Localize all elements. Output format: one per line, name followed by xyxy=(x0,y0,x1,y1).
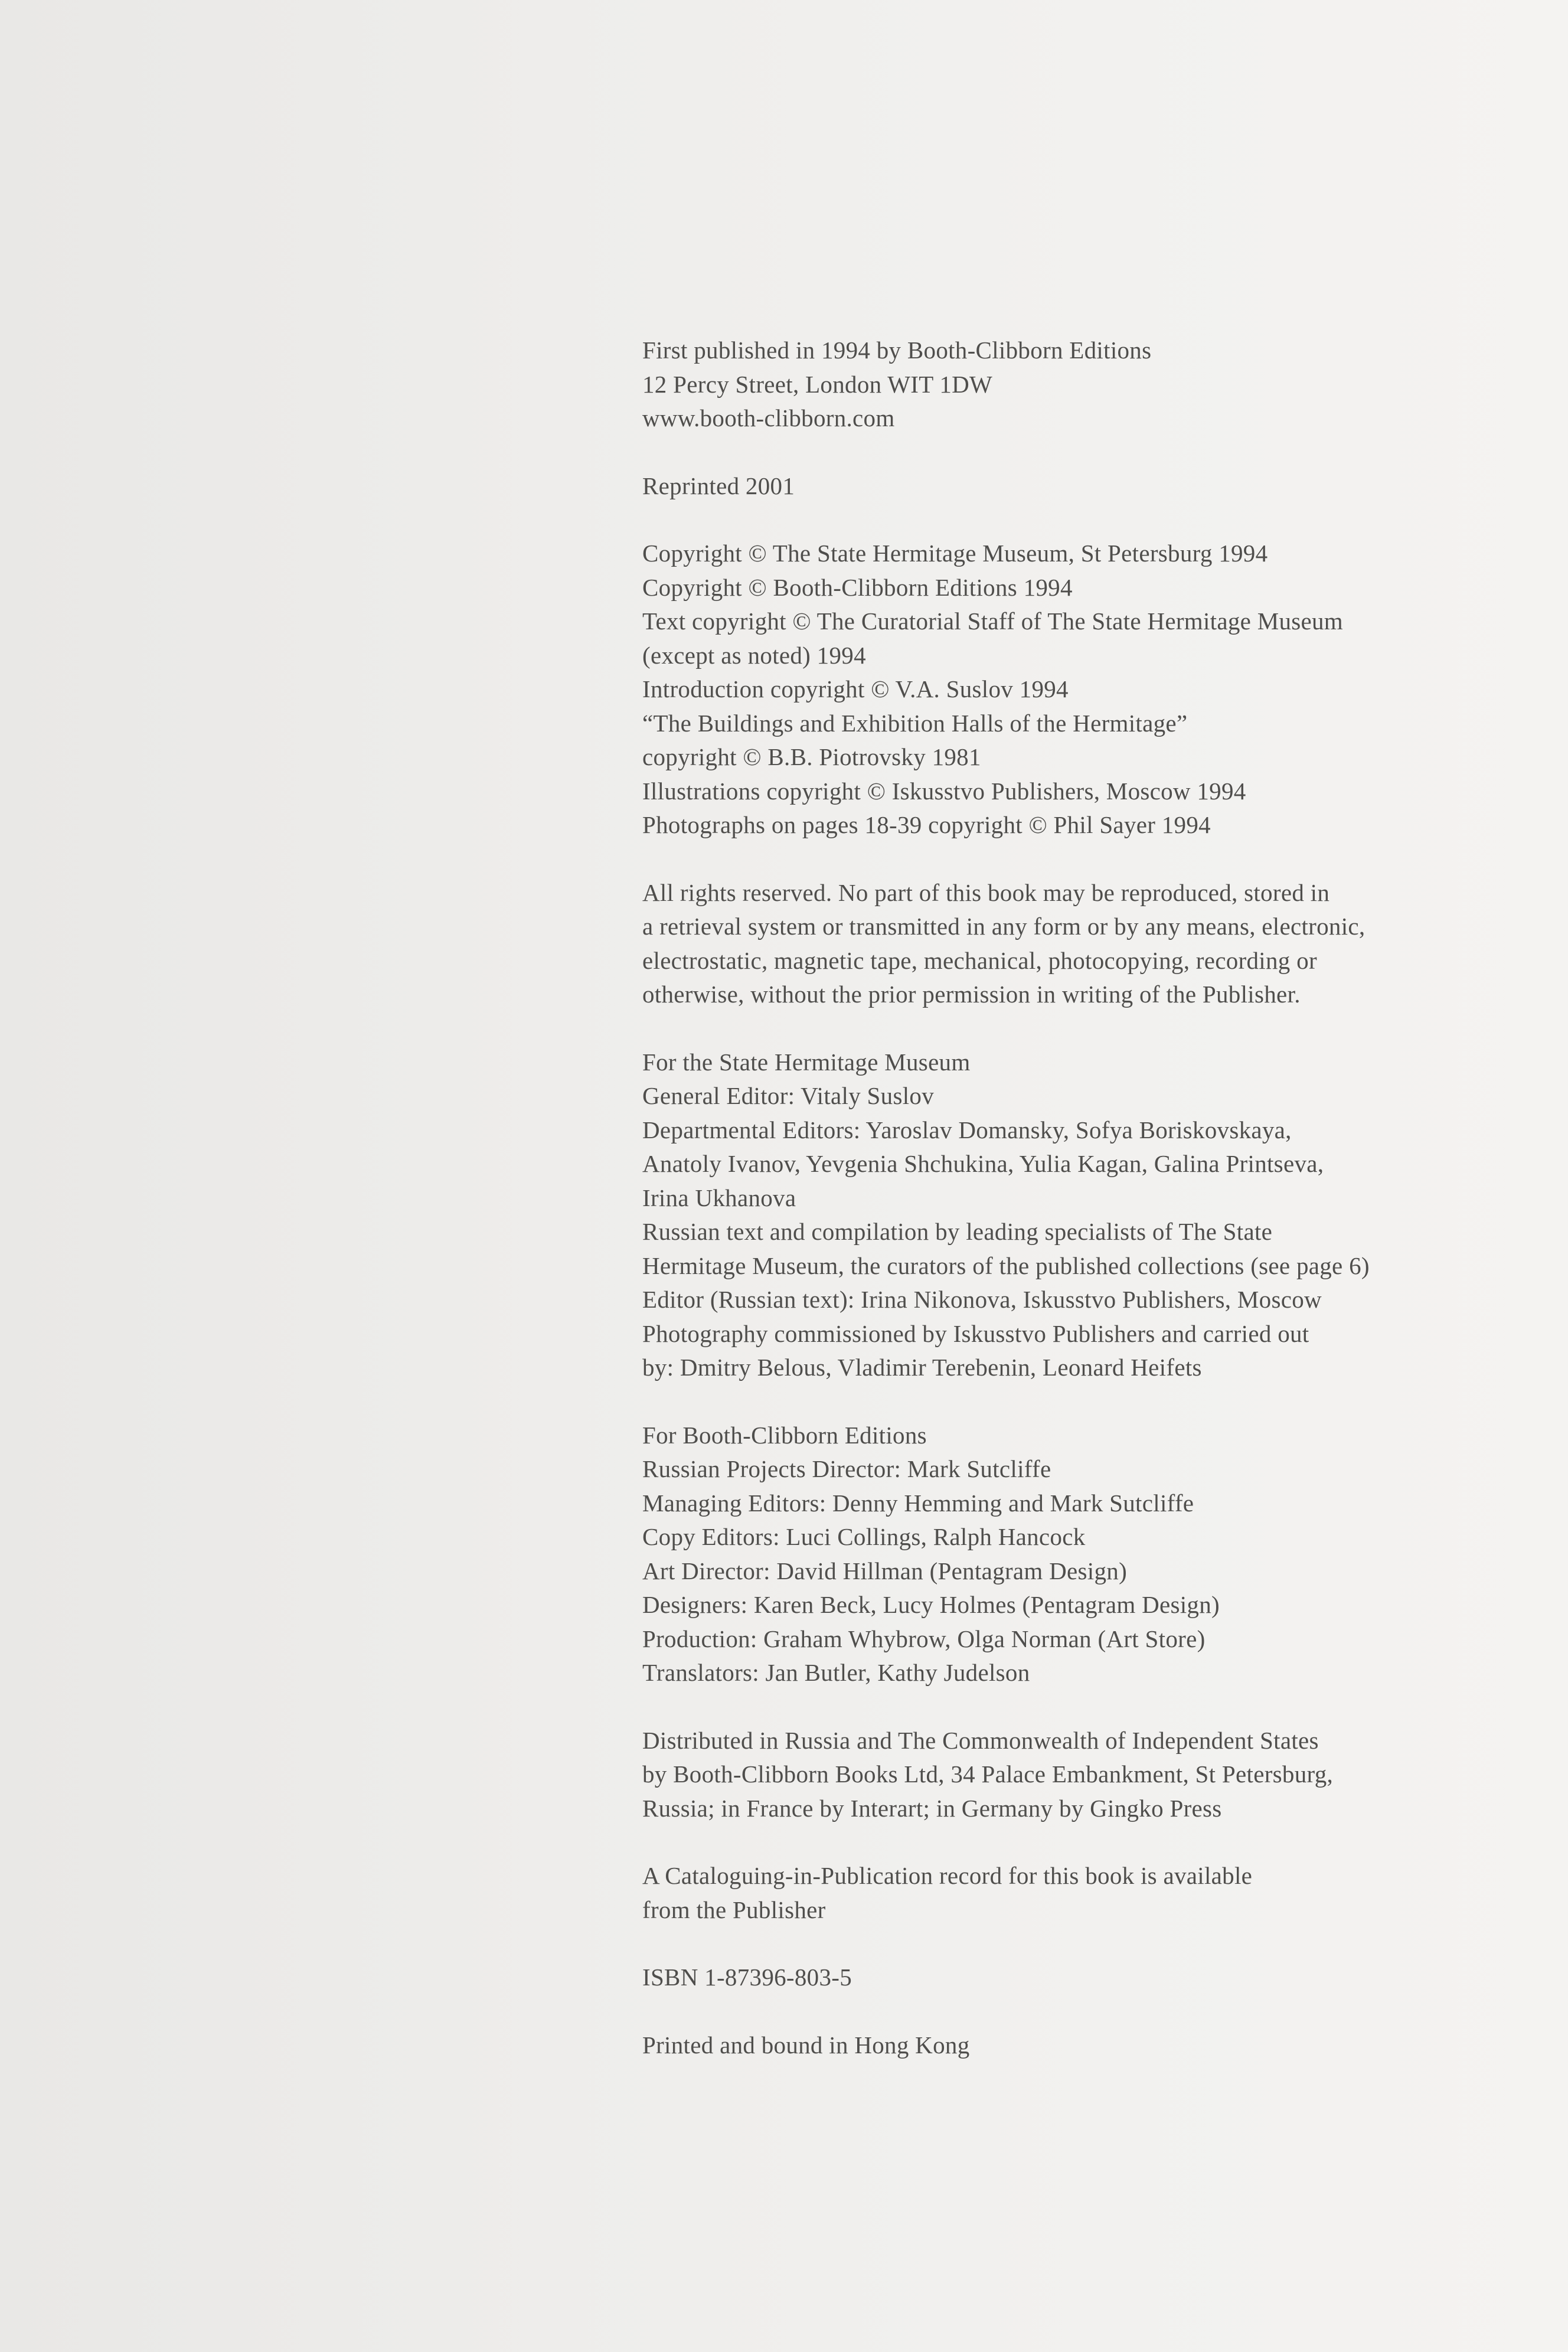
text-line: Photography commissioned by Iskusstvo Publishers and carried out xyxy=(642,1319,1309,1347)
text-line: Art Director: David Hillman (Pentagram Design) xyxy=(642,1557,1128,1585)
text-line: Russia; in France by Interart; in Germany by Gingko Press xyxy=(642,1794,1222,1822)
distribution-block xyxy=(642,1724,1528,1826)
text-line: from the Publisher xyxy=(642,1896,826,1923)
text-line: copyright © B.B. Piotrovsky 1981 xyxy=(642,743,981,770)
text-line: General Editor: Vitaly Suslov xyxy=(642,1082,934,1109)
text-line: Translators: Jan Butler, Kathy Judelson xyxy=(642,1659,1030,1686)
isbn-number: ISBN 1-87396-803-5 xyxy=(642,1964,852,1991)
text-line: by Booth-Clibborn Books Ltd, 34 Palace Embankment, St Petersburg, xyxy=(642,1760,1334,1788)
text-line: A Cataloguing-in-Publication record for this book is available xyxy=(642,1862,1253,1889)
copyright-block xyxy=(642,537,1528,842)
text-line: Anatoly Ivanov, Yevgenia Shchukina, Yulia Kagan, Galina Printseva, xyxy=(642,1150,1324,1177)
text-line: Managing Editors: Denny Hemming and Mark Sutcliffe xyxy=(642,1489,1194,1517)
text-line: by: Dmitry Belous, Vladimir Terebenin, Leonard Heifets xyxy=(642,1354,1202,1381)
isbn-block xyxy=(642,1961,1528,1995)
publication-block xyxy=(642,334,1528,436)
text-line: Production: Graham Whybrow, Olga Norman (Art Store) xyxy=(642,1625,1206,1652)
text-line: Editor (Russian text): Irina Nikonova, Iskusstvo Publishers, Moscow xyxy=(642,1286,1322,1313)
text-line: otherwise, without the prior permission in writing of the Publisher. xyxy=(642,981,1301,1008)
text-line: Russian Projects Director: Mark Sutcliffe xyxy=(642,1455,1051,1482)
text-line: Irina Ukhanova xyxy=(642,1184,796,1211)
text-line: Designers: Karen Beck, Lucy Holmes (Pentagram Design) xyxy=(642,1591,1220,1618)
text-line: Introduction copyright © V.A. Suslov 1994 xyxy=(642,675,1069,703)
text-line: Departmental Editors: Yaroslav Domansky, Sofya Boriskovskaya, xyxy=(642,1116,1292,1144)
text-line: Russian text and compilation by leading specialists of The State xyxy=(642,1218,1273,1245)
text-line: “The Buildings and Exhibition Halls of the Hermitage” xyxy=(642,709,1188,737)
rights-block xyxy=(642,876,1528,1012)
text-line: (except as noted) 1994 xyxy=(642,641,866,669)
text-line: www.booth-clibborn.com xyxy=(642,404,895,432)
text-line: Text copyright © The Curatorial Staff of The State Hermitage Museum xyxy=(642,607,1343,635)
text-line: Printed and bound in Hong Kong xyxy=(642,2031,970,2059)
text-line: a retrieval system or transmitted in any form or by any means, electronic, xyxy=(642,913,1366,940)
text-line: Illustrations copyright © Iskusstvo Publishers, Moscow 1994 xyxy=(642,777,1246,805)
text-line: electrostatic, magnetic tape, mechanical, photocopying, recording or xyxy=(642,946,1317,974)
copyright-imprint xyxy=(642,334,1528,2096)
printing-block xyxy=(642,2028,1528,2063)
text-line: For the State Hermitage Museum xyxy=(642,1048,971,1076)
hermitage-credits-block xyxy=(642,1046,1528,1385)
booth-clibborn-credits-block xyxy=(642,1419,1528,1690)
reprint-block xyxy=(642,469,1528,504)
text-line: All rights reserved. No part of this book may be reproduced, stored in xyxy=(642,878,1330,906)
cataloguing-block xyxy=(642,1859,1528,1927)
text-line: Hermitage Museum, the curators of the published collections (see page 6) xyxy=(642,1252,1370,1279)
text-line: For Booth-Clibborn Editions xyxy=(642,1421,927,1449)
text-line: Reprinted 2001 xyxy=(642,472,795,499)
text-line: Copy Editors: Luci Collings, Ralph Hancock xyxy=(642,1523,1086,1550)
text-line: Copyright © The State Hermitage Museum, St Petersburg 1994 xyxy=(642,540,1268,567)
text-line: Photographs on pages 18-39 copyright © Phil Sayer 1994 xyxy=(642,811,1211,838)
text-line: Distributed in Russia and The Commonwealth of Independent States xyxy=(642,1726,1319,1754)
text-line: First published in 1994 by Booth-Clibborn Editions xyxy=(642,337,1152,364)
text-line: Copyright © Booth-Clibborn Editions 1994 xyxy=(642,573,1073,601)
text-line: 12 Percy Street, London WIT 1DW xyxy=(642,370,993,398)
